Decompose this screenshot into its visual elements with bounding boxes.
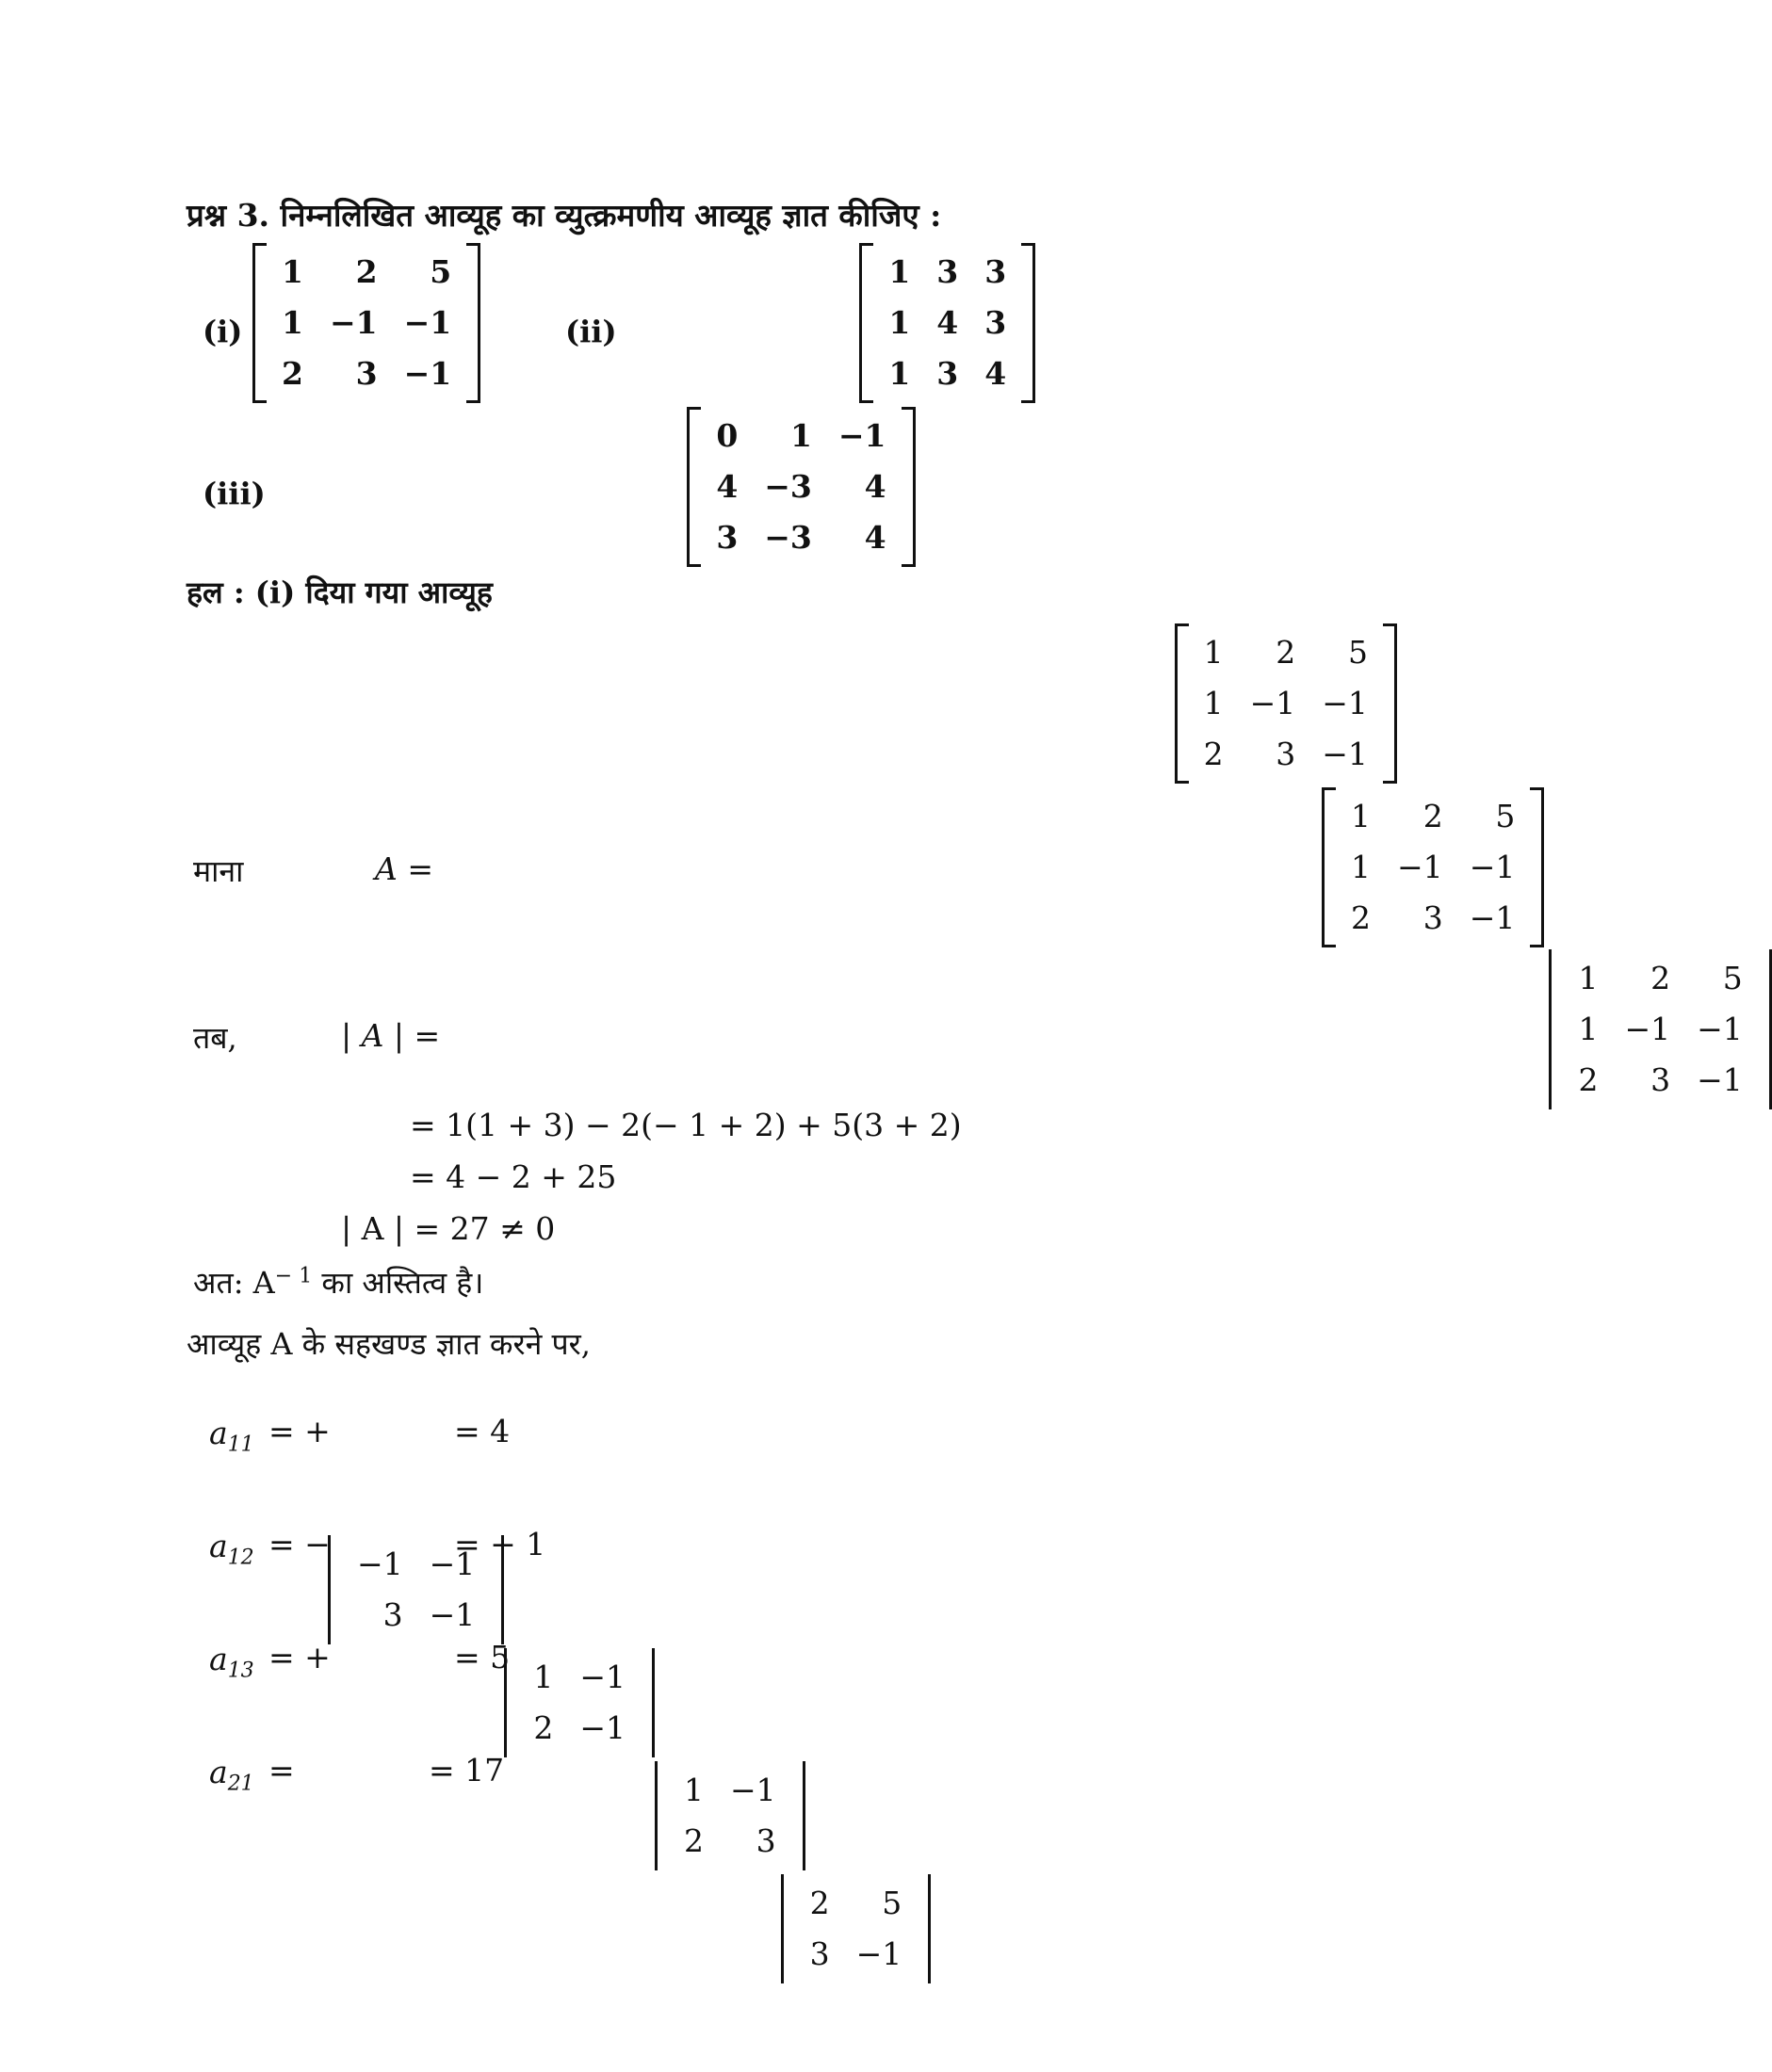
matrix-cell: 3	[756, 1822, 776, 1859]
matrix-cell: −1	[403, 355, 452, 392]
matrix-cell: 1	[1578, 1011, 1599, 1047]
matrix-cell: 4	[864, 468, 886, 505]
part-matrix-iii	[687, 407, 915, 567]
step-1: = 1(1 + 3) − 2(− 1 + 2) + 5(3 + 2)	[410, 1107, 962, 1143]
matrix-cell: 2	[809, 1885, 830, 1921]
cofactor-heading: आव्यूह A के सहखण्ड ज्ञात करने पर,	[187, 1326, 591, 1362]
matrix-cell: 4	[936, 304, 959, 341]
matrix-cell: 3	[382, 1596, 403, 1633]
part-label-iii: (iii)	[203, 476, 266, 511]
cofactor-sign: = −	[268, 1526, 331, 1562]
a-label: A =	[375, 850, 433, 887]
solution-heading: हल : (i) दिया गया आव्यूह	[187, 575, 493, 610]
part-label-i: (i)	[203, 314, 243, 349]
step-3: | A | = 27 ≠ 0	[341, 1210, 556, 1247]
matrix-cell: 1	[1351, 798, 1372, 834]
matrix-cell: 3	[984, 304, 1007, 341]
matrix-cell: 2	[355, 253, 378, 290]
cofactor-sign: = +	[268, 1413, 331, 1449]
cofactor-name: $a_{21}$	[209, 1754, 254, 1796]
matrix-a	[1322, 787, 1544, 947]
then-label: तब,	[193, 1020, 237, 1056]
matrix-cell: 1	[1578, 960, 1599, 996]
matrix-cell: 2	[533, 1709, 554, 1746]
matrix-cell: 3	[716, 519, 739, 556]
matrix-cell: 3	[984, 253, 1007, 290]
matrix-cell: 1	[789, 417, 812, 454]
matrix-cell: 4	[864, 519, 886, 556]
matrix-cell: −1	[579, 1659, 626, 1695]
cofactor-result: = − 1	[454, 1526, 546, 1562]
cofactor-sign: = +	[268, 1639, 331, 1675]
matrix-cell: 4	[716, 468, 739, 505]
matrix-cell: −1	[1697, 1011, 1743, 1047]
part-label-ii: (ii)	[565, 314, 617, 349]
det-a	[1549, 949, 1771, 1109]
matrix-cell: −1	[1469, 899, 1516, 936]
given-matrix	[1175, 623, 1397, 784]
matrix-cell: 1	[1203, 634, 1224, 671]
cofactor-determinant	[655, 1761, 805, 1870]
part-matrix-ii	[859, 243, 1035, 403]
cofactor-name: $a_{12}$	[209, 1528, 254, 1570]
matrix-cell: −1	[837, 417, 886, 454]
matrix-cell: 2	[1650, 960, 1671, 996]
inverse-exists: अत: $A^{- 1}$ का अस्तित्व है।	[193, 1264, 484, 1301]
matrix-cell: −1	[729, 1772, 776, 1808]
cofactor-result: = 5	[454, 1639, 511, 1675]
matrix-cell: −1	[403, 304, 452, 341]
matrix-cell: −1	[429, 1596, 476, 1633]
matrix-cell: 5	[882, 1885, 902, 1921]
matrix-cell: 2	[1203, 736, 1224, 772]
matrix-cell: −1	[329, 304, 378, 341]
matrix-cell: 1	[888, 253, 911, 290]
matrix-cell: −1	[1322, 685, 1368, 721]
matrix-cell: 1	[1351, 849, 1372, 885]
matrix-cell: 5	[1495, 798, 1516, 834]
matrix-cell: −1	[1249, 685, 1296, 721]
matrix-cell: −1	[855, 1935, 902, 1972]
matrix-cell: −3	[764, 468, 812, 505]
matrix-cell: 1	[888, 304, 911, 341]
matrix-cell: 2	[282, 355, 303, 392]
matrix-cell: −1	[429, 1546, 476, 1582]
matrix-cell: 2	[1276, 634, 1296, 671]
matrix-cell: 3	[1276, 736, 1296, 772]
question-title: प्रश्न 3. निम्नलिखित आव्यूह का व्युत्क्रमणीय आव्यूह ज्ञात कीजिए :	[187, 197, 942, 234]
cofactor-result: = 4	[454, 1413, 511, 1449]
matrix-cell: 2	[1578, 1061, 1599, 1098]
matrix-cell: 3	[355, 355, 378, 392]
cofactor-determinant	[504, 1648, 655, 1757]
matrix-cell: 1	[282, 304, 303, 341]
matrix-cell: 5	[430, 253, 452, 290]
matrix-cell: 2	[1351, 899, 1372, 936]
matrix-cell: 3	[936, 253, 959, 290]
matrix-cell: 2	[1422, 798, 1443, 834]
matrix-cell: −1	[1469, 849, 1516, 885]
matrix-cell: 1	[1203, 685, 1224, 721]
cofactor-name: $a_{13}$	[209, 1641, 254, 1683]
matrix-cell: 3	[936, 355, 959, 392]
matrix-cell: −1	[357, 1546, 403, 1582]
part-matrix-i	[252, 243, 480, 403]
let-label: माना	[193, 853, 244, 889]
cofactor-determinant	[781, 1874, 932, 1983]
matrix-cell: −1	[1697, 1061, 1743, 1098]
matrix-cell: 4	[984, 355, 1007, 392]
matrix-cell: 1	[533, 1659, 554, 1695]
det-label: | A | =	[341, 1017, 441, 1054]
cofactor-result: = 17	[429, 1752, 505, 1789]
cofactor-name: $a_{11}$	[209, 1415, 254, 1457]
matrix-cell: 1	[888, 355, 911, 392]
matrix-cell: −1	[1397, 849, 1443, 885]
step-2: = 4 − 2 + 25	[410, 1158, 617, 1195]
matrix-cell: 3	[1422, 899, 1443, 936]
matrix-cell: −1	[1322, 736, 1368, 772]
matrix-cell: 1	[683, 1772, 704, 1808]
matrix-cell: −3	[764, 519, 812, 556]
cofactor-sign: =	[268, 1752, 295, 1789]
matrix-cell: −1	[1624, 1011, 1671, 1047]
matrix-cell: 5	[1347, 634, 1368, 671]
matrix-cell: −1	[579, 1709, 626, 1746]
matrix-cell: 5	[1722, 960, 1743, 996]
matrix-cell: 3	[1650, 1061, 1671, 1098]
matrix-cell: 2	[683, 1822, 704, 1859]
matrix-cell: 0	[716, 417, 739, 454]
matrix-cell: 3	[809, 1935, 830, 1972]
matrix-cell: 1	[282, 253, 303, 290]
